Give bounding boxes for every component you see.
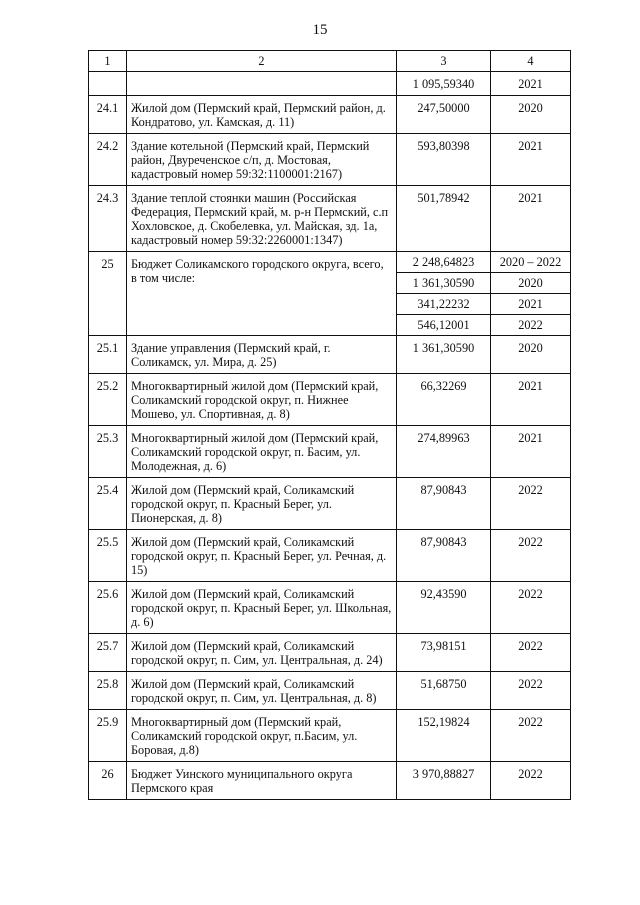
budget-table [88,50,571,800]
row-amount: 274,89963 [397,426,491,478]
row-number: 25.9 [89,710,127,762]
row-description: Здание управления (Пермский край, г. Соликамск, ул. Мира, д. 25) [127,336,397,374]
row-number: 25.4 [89,478,127,530]
row-description: Здание теплой стоянки машин (Российская Федерация, Пермский край, м. р-н Пермский, с.п Хохловское, д. Скобелевка, ул. Майская, зд. 1а, кадастровый номер 59:32:2260001:1347) [127,186,397,252]
row-year: 2021 [491,186,571,252]
row-description: Многоквартирный жилой дом (Пермский край, Соликамский городской округ, п. Басим, ул. Молодежная, д. 6) [127,426,397,478]
row-description: Бюджет Соликамского городского округа, всего, в том числе: [127,252,397,336]
row-year: 2022 [491,478,571,530]
row-amount: 1 361,30590 [397,336,491,374]
table-row [89,634,571,672]
row-number: 25.5 [89,530,127,582]
table-row [89,762,571,800]
row-year: 2022 [491,582,571,634]
row-amount: 87,90843 [397,530,491,582]
row-year: 2020 – 2022 [491,252,571,273]
page-number: 15 [312,22,328,38]
column-header: 3 [397,51,491,72]
row-amount: 1 095,59340 [397,72,491,96]
row-number: 24.1 [89,96,127,134]
row-description: Жилой дом (Пермский край, Соликамский городской округ, п. Красный Берег, ул. Школьная, д. 6) [127,582,397,634]
row-description: Бюджет Уинского муниципального округа Пермского края [127,762,397,800]
table-row [89,186,571,252]
row-year: 2021 [491,72,571,96]
row-number: 25.2 [89,374,127,426]
row-description: Жилой дом (Пермский край, Соликамский городской округ, п. Красный Берег, ул. Речная, д. 15) [127,530,397,582]
table-row [89,478,571,530]
row-amount: 341,22232 [397,294,491,315]
row-number: 25 [89,252,127,336]
column-header: 4 [491,51,571,72]
row-amount: 2 248,64823 [397,252,491,273]
table-row [89,710,571,762]
row-amount: 3 970,88827 [397,762,491,800]
row-amount: 1 361,30590 [397,273,491,294]
row-description: Жилой дом (Пермский край, Соликамский городской округ, п. Сим, ул. Центральная, д. 8) [127,672,397,710]
row-year: 2021 [491,134,571,186]
row-amount: 593,80398 [397,134,491,186]
row-description: Многоквартирный дом (Пермский край, Соликамский городской округ, п.Басим, ул. Боровая, д.8) [127,710,397,762]
table-row [89,374,571,426]
row-year: 2022 [491,530,571,582]
row-amount: 87,90843 [397,478,491,530]
row-number [89,72,127,96]
row-number: 24.3 [89,186,127,252]
row-year: 2021 [491,426,571,478]
table-row [89,134,571,186]
row-number: 24.2 [89,134,127,186]
row-amount: 73,98151 [397,634,491,672]
row-description [127,72,397,96]
row-description: Жилой дом (Пермский край, Пермский район, д. Кондратово, ул. Камская, д. 11) [127,96,397,134]
table-row [89,582,571,634]
row-year: 2022 [491,710,571,762]
row-year: 2021 [491,374,571,426]
row-description: Жилой дом (Пермский край, Соликамский городской округ, п. Красный Берег, ул. Пионерская, д. 8) [127,478,397,530]
row-amount: 501,78942 [397,186,491,252]
row-amount: 247,50000 [397,96,491,134]
row-year: 2020 [491,273,571,294]
row-number: 25.7 [89,634,127,672]
row-amount: 92,43590 [397,582,491,634]
row-year: 2022 [491,315,571,336]
table-header-row [89,51,571,72]
table-row [89,336,571,374]
row-year: 2022 [491,672,571,710]
row-number: 26 [89,762,127,800]
row-amount: 152,19824 [397,710,491,762]
row-number: 25.8 [89,672,127,710]
row-year: 2022 [491,634,571,672]
row-year: 2022 [491,762,571,800]
row-year: 2020 [491,96,571,134]
row-number: 25.1 [89,336,127,374]
table-row [89,426,571,478]
row-amount: 66,32269 [397,374,491,426]
table-row [89,72,571,96]
row-number: 25.6 [89,582,127,634]
row-number: 25.3 [89,426,127,478]
row-description: Многоквартирный жилой дом (Пермский край, Соликамский городской округ, п. Нижнее Мошево, ул. Спортивная, д. 8) [127,374,397,426]
row-description: Здание котельной (Пермский край, Пермский район, Двуреченское с/п, д. Мостовая, кадастровый номер 59:32:1100001:2167) [127,134,397,186]
table-row [89,672,571,710]
row-year: 2021 [491,294,571,315]
table-row [89,530,571,582]
column-header: 1 [89,51,127,72]
column-header: 2 [127,51,397,72]
row-amount: 51,68750 [397,672,491,710]
table-row [89,252,571,273]
row-description: Жилой дом (Пермский край, Соликамский городской округ, п. Сим, ул. Центральная, д. 24) [127,634,397,672]
row-year: 2020 [491,336,571,374]
row-amount: 546,12001 [397,315,491,336]
table-row [89,96,571,134]
